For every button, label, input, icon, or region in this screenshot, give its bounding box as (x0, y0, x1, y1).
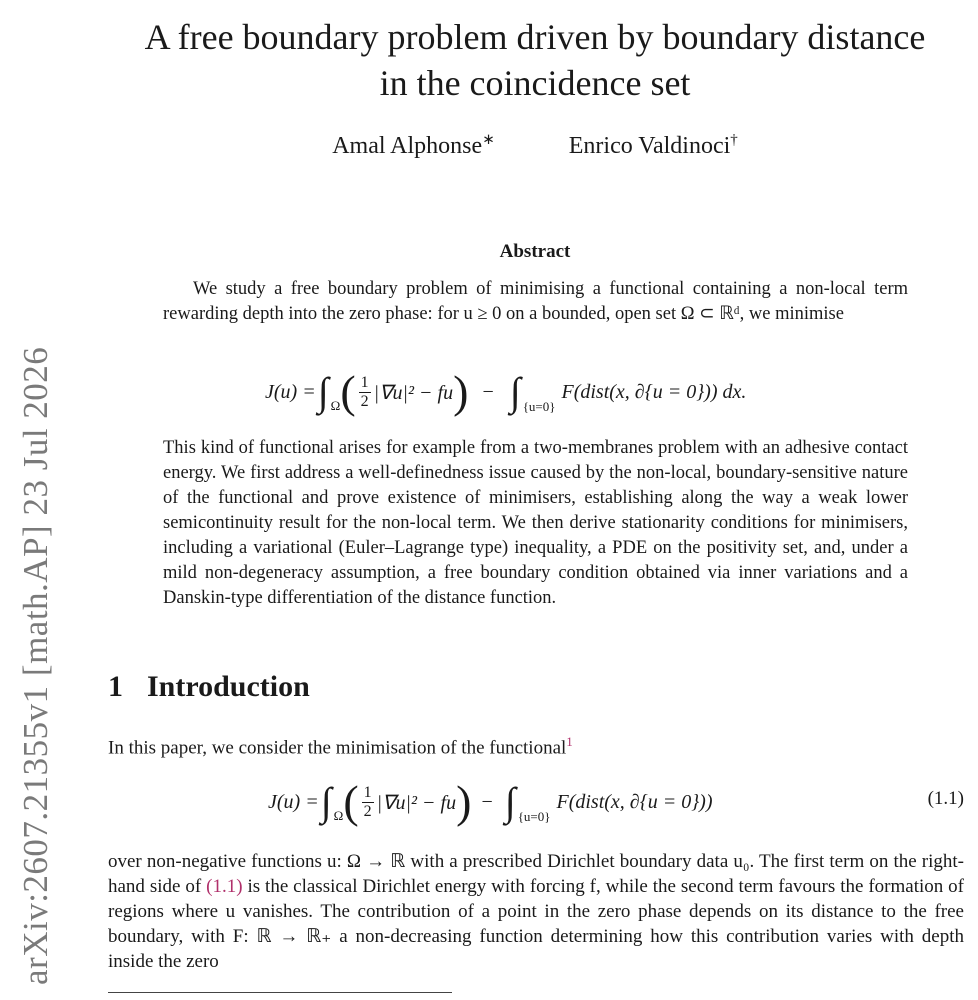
eq-abs-frac-den: 2 (360, 392, 369, 410)
eq-main-frac-num: 1 (363, 783, 372, 801)
section-heading (108, 670, 310, 704)
eq-main-fraction (362, 784, 374, 821)
eq-main-integral-1: ∫ (320, 779, 332, 824)
eq-abs-minus: − (482, 380, 494, 403)
author-1-name: Amal Alphonse (332, 133, 483, 159)
eq-abs-integral-2: ∫ (509, 369, 521, 414)
intro-p2-text-a: over non-negative functions u: Ω → ℝ with a prescribed Dirichlet boundary data u₀. The first term on the right-hand side of (108, 851, 964, 897)
author-2-mark: † (730, 132, 738, 148)
abstract-paragraph-2: This kind of functional arises for example from a two-membranes problem with an adhesive contact energy. We first address a well-definedness issue caused by the non-local, boundary-sensitive nature of the functional and prove existence of minimisers, establishing along the way a weak lower semicontinuity result for the non-local term. We then derive stationarity conditions for minimisers, including a variational (Euler–Lagrange type) inequality, a PDE on the positivity set, and, under a mild non-degeneracy assumption, a free boundary condition obtained via inner variations and a Danskin-type differentiation of the distance function. (163, 438, 908, 608)
intro-paragraph-1 (108, 729, 964, 760)
eq-main-body-1: |∇u|² − fu (376, 791, 457, 814)
eq-main-frac-den: 2 (363, 802, 372, 820)
equation-reference-link[interactable]: (1.1) (206, 876, 243, 897)
arxiv-identifier: arXiv:2607.21355v1 [math.AP] 23 Jul 2026 (16, 346, 55, 985)
eq-abs-domain-1: Ω (330, 398, 341, 413)
footnote-link[interactable]: 1 (566, 734, 573, 749)
author-2-name: Enrico Valdinoci (568, 133, 731, 159)
intro-paragraph-2 (108, 849, 964, 974)
intro-p1-text: In this paper, we consider the minimisation of the functional (108, 737, 567, 759)
eq-abs-body-2: F(dist(x, ∂{u = 0})) dx. (561, 380, 747, 403)
eq-abs-fraction (359, 374, 371, 411)
section-title: Introduction (147, 670, 310, 703)
author-2 (569, 132, 738, 160)
eq-abs-lhs: J(u) = (265, 380, 316, 403)
eq-main-domain-2: {u=0} (517, 809, 551, 824)
eq-abs-open-paren: ( (340, 366, 356, 417)
title-line-2: in the coincidence set (379, 63, 691, 103)
eq-main-minus: − (481, 790, 493, 813)
eq-abs-body-1: |∇u|² − fu (373, 381, 454, 404)
eq-abs-frac-num: 1 (360, 373, 369, 391)
eq-main-open-paren: ( (343, 776, 359, 827)
intro-p2-text-b: is the classical Dirichlet energy with forcing f, while the second term favours the formation of regions where u vanishes. The contribution of a point in the zero phase depends on its distance to the free boundary, with F: ℝ → ℝ₊ a non-decreasing function determining how this contribution varies with depth inside the zero (108, 876, 964, 972)
section-number: 1 (108, 670, 123, 703)
eq-main-domain-1: Ω (333, 808, 344, 823)
eq-main-close-paren: ) (456, 776, 472, 827)
eq-abs-close-paren: ) (453, 366, 469, 417)
eq-abs-integral-1: ∫ (317, 369, 329, 414)
eq-main-integral-2: ∫ (504, 779, 516, 824)
abstract-heading: Abstract (499, 241, 571, 262)
paper-title (100, 14, 970, 106)
equation-1-1 (268, 772, 713, 832)
abstract-equation (265, 364, 746, 420)
author-1 (332, 130, 495, 160)
author-list (100, 130, 970, 160)
abstract-paragraph-1: We study a free boundary problem of minimising a functional containing a non-local term rewarding depth into the zero phase: for u ≥ 0 on a bounded, open set Ω ⊂ ℝᵈ, we minimise (163, 279, 908, 324)
author-1-mark: ∗ (482, 132, 495, 148)
eq-main-lhs: J(u) = (268, 790, 319, 813)
equation-number: (1.1) (927, 788, 964, 809)
eq-main-body-2: F(dist(x, ∂{u = 0})) (556, 790, 713, 813)
title-line-1: A free boundary problem driven by boundary distance (144, 17, 926, 57)
eq-abs-domain-2: {u=0} (522, 399, 556, 414)
footnote-divider (108, 992, 452, 993)
